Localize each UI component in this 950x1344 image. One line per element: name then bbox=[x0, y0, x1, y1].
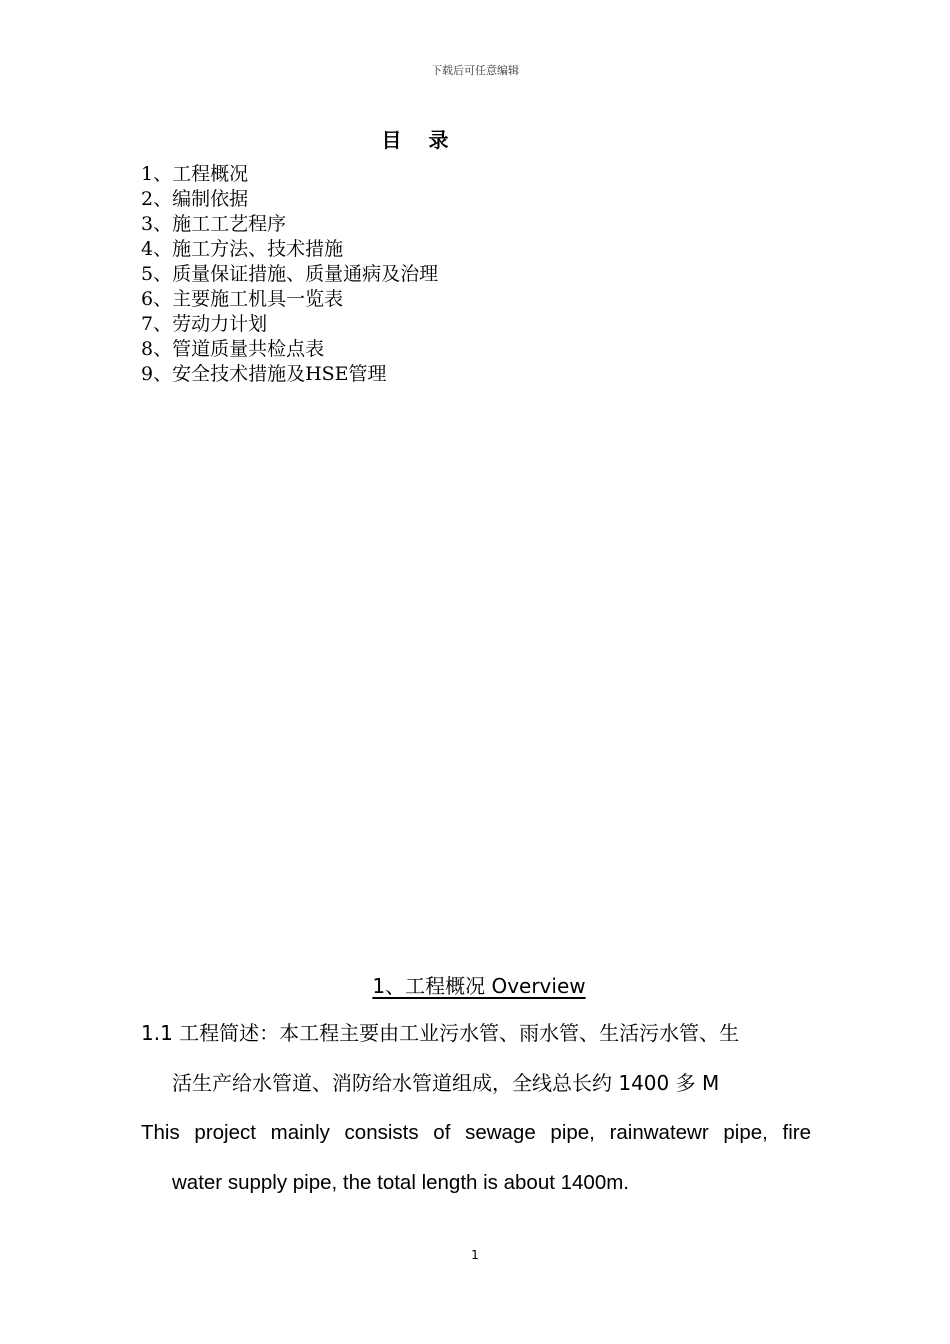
paragraph-line: water supply pipe, the total length is about 1400m. bbox=[172, 1171, 629, 1194]
toc-item: 5、质量保证措施、质量通病及治理 bbox=[141, 263, 439, 285]
header-note: 下载后可任意编辑 bbox=[431, 64, 519, 77]
toc-item: 4、施工方法、技术措施 bbox=[141, 238, 344, 260]
toc-item: 3、施工工艺程序 bbox=[141, 213, 287, 235]
project-summary-cn bbox=[141, 1008, 811, 1108]
toc-item: 6、主要施工机具一览表 bbox=[141, 288, 344, 310]
paragraph-line: 活生产给水管道、消防给水管道组成，全线总长约 1400 多 M bbox=[172, 1071, 720, 1095]
project-summary-en bbox=[141, 1108, 811, 1208]
toc-list bbox=[141, 162, 438, 387]
toc-item: 1、工程概况 bbox=[141, 163, 249, 185]
toc-item: 9、安全技术措施及HSE管理 bbox=[141, 363, 387, 385]
toc-item: 8、管道质量共检点表 bbox=[141, 338, 325, 360]
paragraph-line: This project mainly consists of sewage pipe, rainwatewr pipe, fire bbox=[141, 1121, 811, 1144]
section-heading-text: 1、工程概况 Overview bbox=[372, 974, 586, 998]
toc-title: 目 录 bbox=[381, 128, 459, 152]
toc-item: 7、劳动力计划 bbox=[141, 313, 268, 335]
paragraph-line: 1.1 工程简述：本工程主要由工业污水管、雨水管、生活污水管、生 bbox=[141, 1021, 740, 1045]
toc-item: 2、编制依据 bbox=[141, 188, 249, 210]
page-number: 1 bbox=[471, 1248, 479, 1262]
section-heading bbox=[0, 970, 950, 999]
